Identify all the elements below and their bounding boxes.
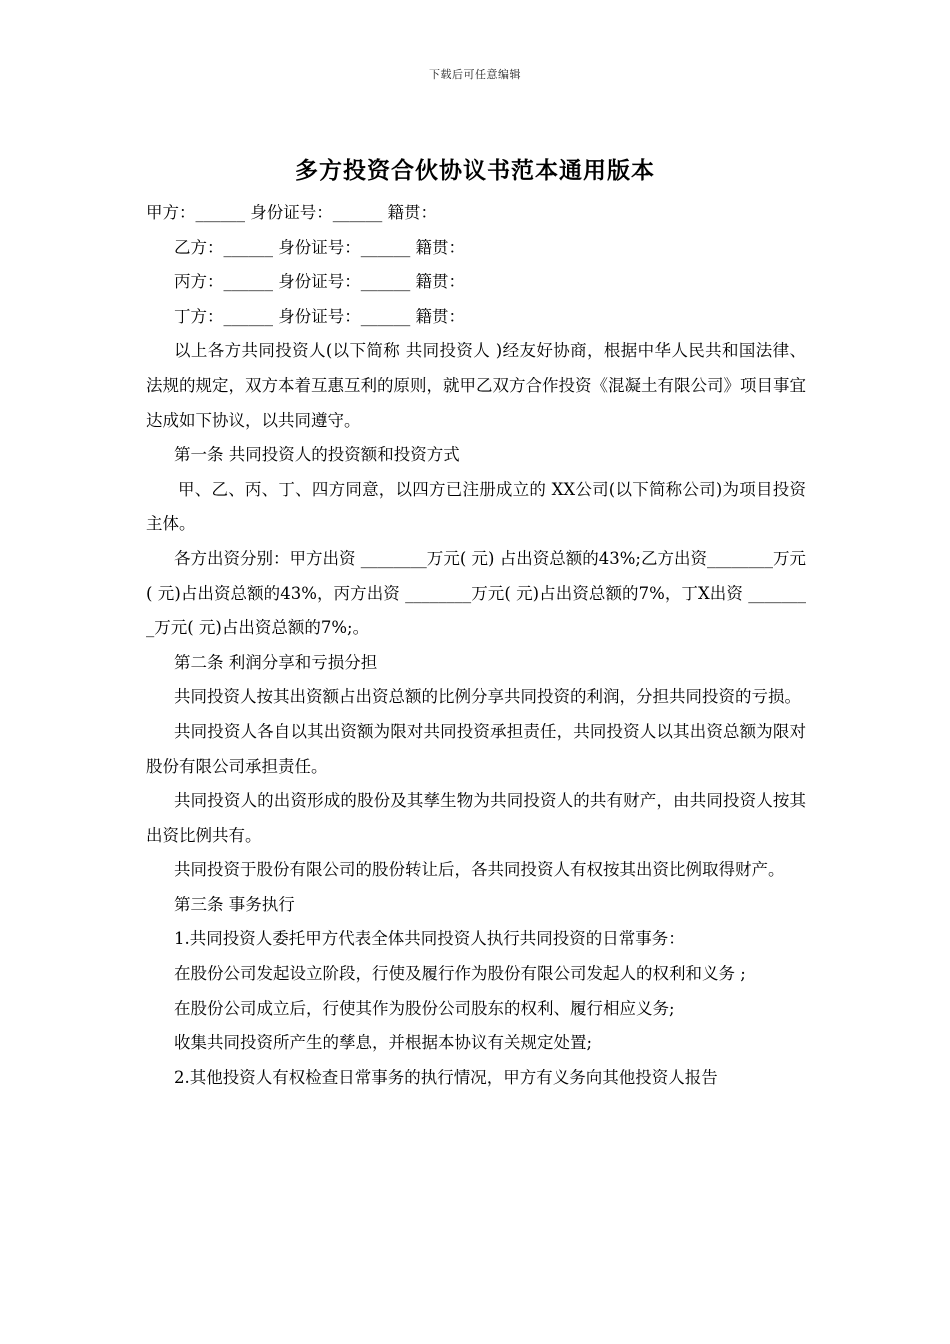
preamble-paragraph: 以上各方共同投资人(以下简称 共同投资人 )经友好协商，根据中华人民共和国法律、法规的规定，双方本着互惠互利的原则，就甲乙双方合作投资《混凝土有限公司》项目事宜达成如下协议，以共同遵守。 bbox=[146, 341, 806, 430]
document-body bbox=[146, 196, 806, 1095]
party-d-line: 丁方：______ 身份证号：______ 籍贯： bbox=[174, 306, 465, 326]
article-3-item-1a: 在股份公司发起设立阶段，行使及履行作为股份有限公司发起人的权利和义务 ; bbox=[174, 964, 746, 984]
article-3-heading: 第三条 事务执行 bbox=[174, 894, 295, 914]
article-3-item-1b: 在股份公司成立后，行使其作为股份公司股东的权利、履行相应义务; bbox=[174, 998, 675, 1018]
header-note: 下载后可任意编辑 bbox=[429, 68, 521, 81]
article-3-item-1: 1.共同投资人委托甲方代表全体共同投资人执行共同投资的日常事务： bbox=[174, 929, 685, 949]
article-2-paragraph-2: 共同投资人各自以其出资额为限对共同投资承担责任，共同投资人以其出资总额为限对股份有限公司承担责任。 bbox=[146, 721, 806, 776]
article-2-heading: 第二条 利润分享和亏损分担 bbox=[174, 652, 378, 672]
party-a-line: 甲方：______ 身份证号：______ 籍贯： bbox=[146, 203, 437, 222]
article-1-paragraph-2: 各方出资分别：甲方出资 ________万元( 元) 占出资总额的43%;乙方出资________万元( 元)占出资总额的43%，丙方出资 ________万元( 元)占出资总额的7%，丁X出资 ________万元( 元)占出资总额的7%;。 bbox=[146, 548, 806, 638]
article-2-paragraph-3: 共同投资人的出资形成的股份及其孳生物为共同投资人的共有财产，由共同投资人按其出资比例共有。 bbox=[146, 791, 806, 845]
article-1-heading: 第一条 共同投资人的投资额和投资方式 bbox=[174, 445, 460, 465]
article-3-item-2: 2.其他投资人有权检查日常事务的执行情况，甲方有义务向其他投资人报告 bbox=[174, 1067, 718, 1087]
party-b-line: 乙方：______ 身份证号：______ 籍贯： bbox=[174, 237, 465, 257]
article-1-paragraph-1: 甲、乙、丙、丁、四方同意，以四方已注册成立的 XX公司(以下简称公司)为项目投资主体。 bbox=[146, 479, 806, 534]
article-2-paragraph-4: 共同投资于股份有限公司的股份转让后，各共同投资人有权按其出资比例取得财产。 bbox=[174, 860, 785, 880]
party-c-line: 丙方：______ 身份证号：______ 籍贯： bbox=[174, 272, 465, 292]
article-2-paragraph-1: 共同投资人按其出资额占出资总额的比例分享共同投资的利润，分担共同投资的亏损。 bbox=[174, 687, 801, 707]
article-3-item-1c: 收集共同投资所产生的孳息，并根据本协议有关规定处置; bbox=[174, 1033, 593, 1053]
document-title: 多方投资合伙协议书范本通用版本 bbox=[295, 157, 655, 184]
